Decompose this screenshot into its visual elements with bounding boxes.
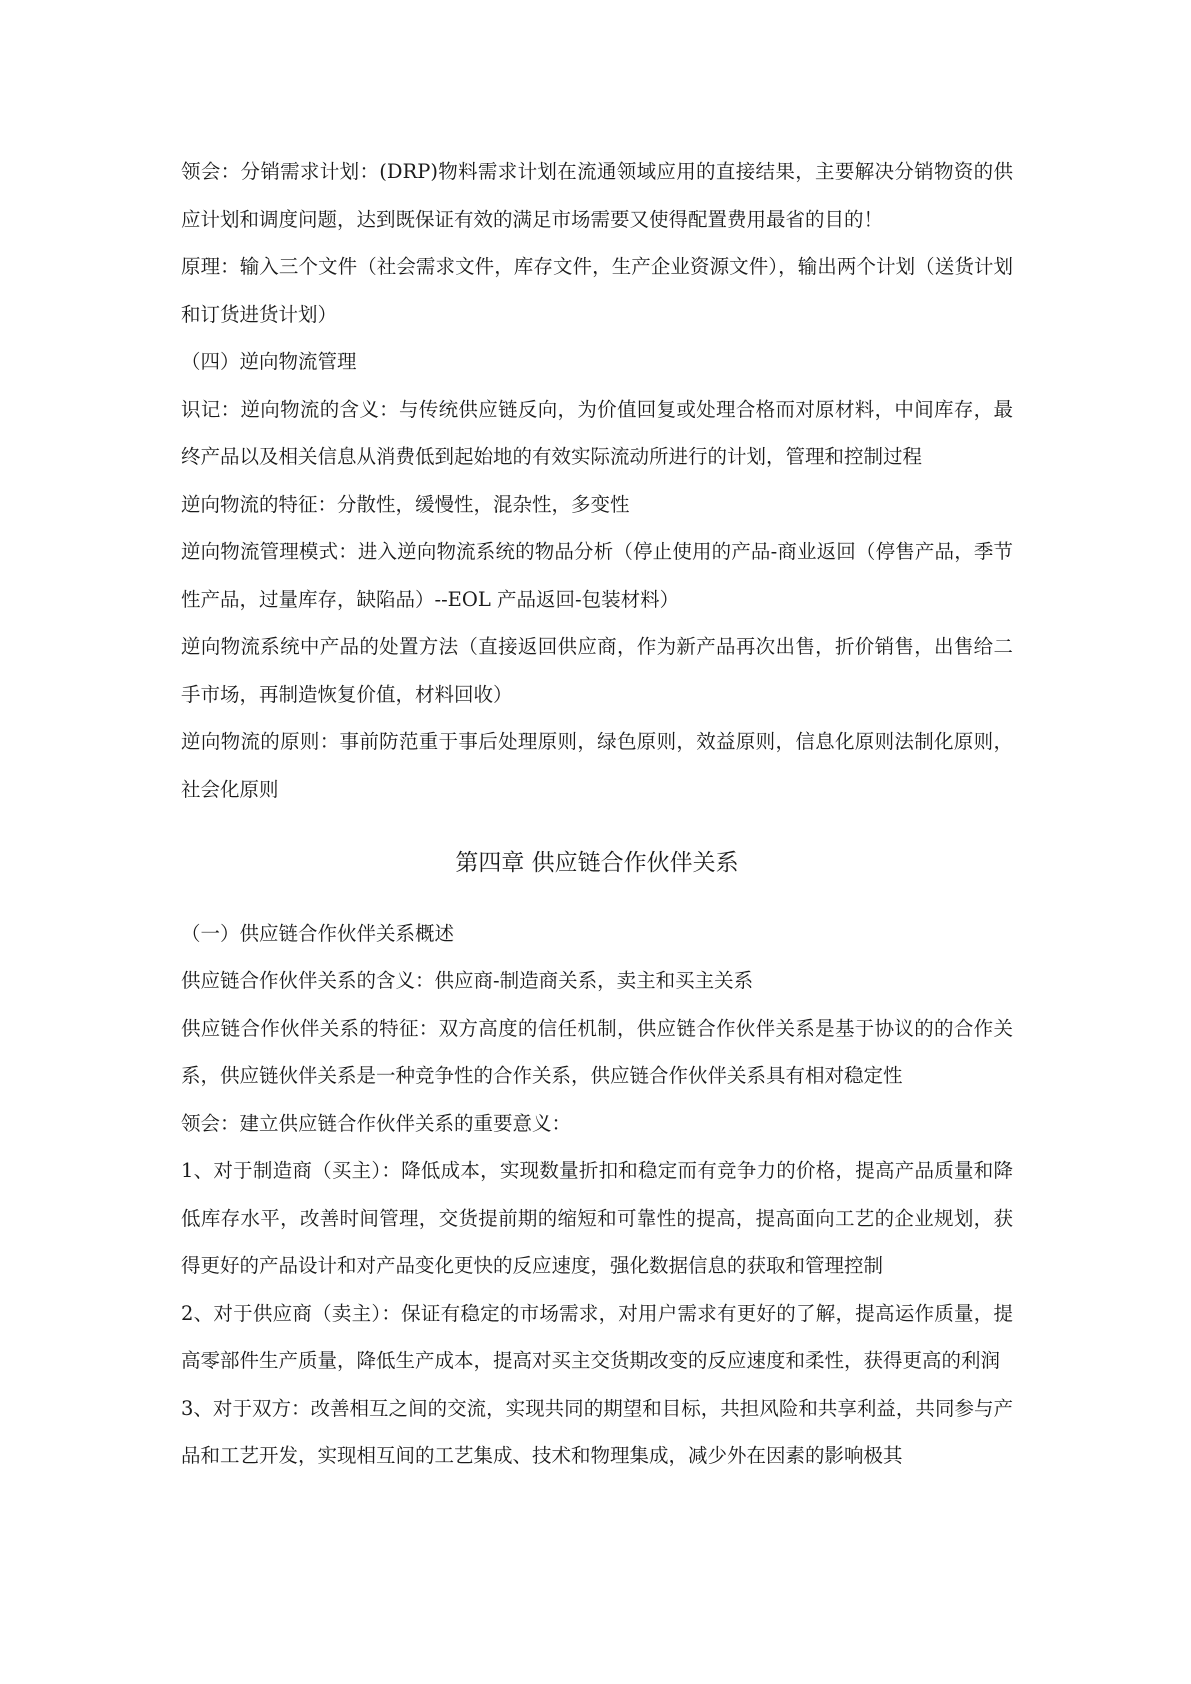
paragraph-for-manufacturer: 1、对于制造商（买主）：降低成本，实现数量折扣和稳定而有竞争力的价格，提高产品质量和降低库存水平，改善时间管理，交货提前期的缩短和可靠性的提高，提高面向工艺的企业规划，获得更好的产品设计和对产品变化更快的反应速度，强化数据信息的获取和管理控制: [181, 1159, 1013, 1277]
paragraph-partnership-features: 供应链合作伙伴关系的特征：双方高度的信任机制，供应链合作伙伴关系是基于协议的的合作关系，供应链伙伴关系是一种竞争性的合作关系，供应链合作伙伴关系具有相对稳定性: [181, 1016, 1013, 1087]
paragraph-drp-definition: 领会：分销需求计划：(DRP)物料需求计划在流通领域应用的直接结果，主要解决分销物资的供应计划和调度问题，达到既保证有效的满足市场需要又使得配置费用最省的目的！: [181, 160, 1013, 231]
paragraph-for-supplier: 2、对于供应商（卖主）：保证有稳定的市场需求，对用户需求有更好的了解，提高运作质量，提高零部件生产质量，降低生产成本，提高对买主交货期改变的反应速度和柔性，获得更高的利润: [181, 1301, 1013, 1372]
document-page: [181, 148, 1013, 1480]
paragraph-reverse-logistics-mode: 逆向物流管理模式：进入逆向物流系统的物品分析（停止使用的产品-商业返回（停售产品，季节性产品，过量库存，缺陷品）--EOL 产品返回-包装材料）: [181, 540, 1013, 611]
section-heading-reverse-logistics: （四）逆向物流管理: [181, 350, 357, 373]
chapter-title: 第四章 供应链合作伙伴关系: [455, 850, 739, 876]
paragraph-partnership-significance: 领会：建立供应链合作伙伴关系的重要意义：: [181, 1111, 572, 1135]
paragraph-reverse-logistics-disposal: 逆向物流系统中产品的处置方法（直接返回供应商，作为新产品再次出售，折价销售，出售给二手市场，再制造恢复价值，材料回收）: [181, 635, 1013, 706]
paragraph-partnership-meaning: 供应链合作伙伴关系的含义：供应商-制造商关系，卖主和买主关系: [181, 969, 754, 992]
paragraph-reverse-logistics-principles: 逆向物流的原则：事前防范重于事后处理原则，绿色原则，效益原则，信息化原则法制化原则，社会化原则: [181, 730, 1013, 801]
paragraph-drp-principle: 原理：输入三个文件（社会需求文件，库存文件，生产企业资源文件），输出两个计划（送货计划和订货进货计划）: [181, 255, 1013, 326]
paragraph-reverse-logistics-meaning: 识记：逆向物流的含义：与传统供应链反向，为价值回复或处理合格而对原材料，中间库存，最终产品以及相关信息从消费低到起始地的有效实际流动所进行的计划，管理和控制过程: [181, 397, 1013, 468]
paragraph-reverse-logistics-features: 逆向物流的特征：分散性，缓慢性，混杂性，多变性: [181, 492, 630, 516]
paragraph-for-both: 3、对于双方：改善相互之间的交流，实现共同的期望和目标，共担风险和共享利益，共同参与产品和工艺开发，实现相互间的工艺集成、技术和物理集成，减少外在因素的影响极其: [181, 1396, 1013, 1467]
section-heading-partnership-overview: （一）供应链合作伙伴关系概述: [181, 921, 455, 945]
